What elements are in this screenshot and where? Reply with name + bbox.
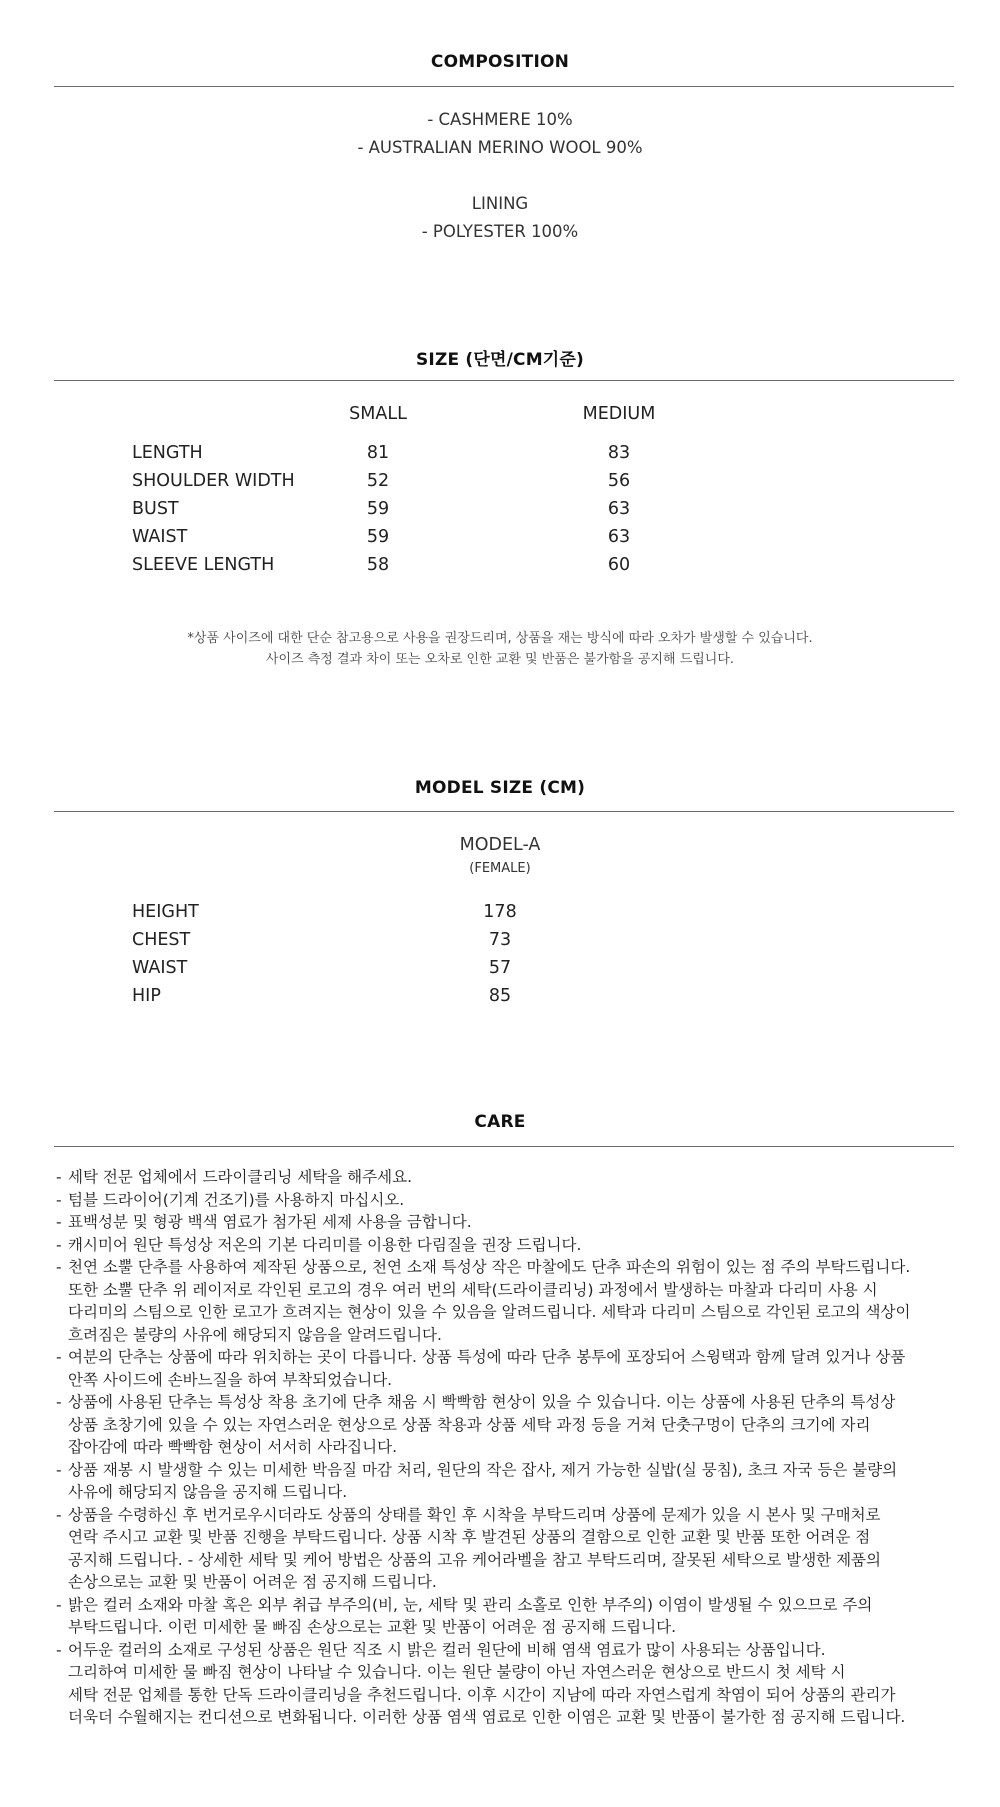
care-item <box>56 1459 956 1504</box>
lining-line: - POLYESTER 100% <box>421 222 579 241</box>
care-item-line: 또한 소뿔 단추 위 레이저로 각인된 로고의 경우 여러 번의 세탁(드라이클리닝) 과정에서 발생하는 마찰과 다리미 사용 시 <box>68 1280 878 1299</box>
care-item-line: 연락 주시고 교환 및 반품 진행을 부탁드립니다. 상품 시착 후 발견된 상품의 결함으로 인한 교환 및 반품 또한 어려운 점 <box>68 1528 871 1546</box>
care-item-line: 흐려짐은 불량의 사유에 해당되지 않음을 알려드립니다. <box>68 1325 442 1344</box>
care-item-line: - 밝은 컬러 소재와 마찰 혹은 외부 취급 부주의(비, 눈, 세탁 및 관리 소홀로 인한 부주의) 이염이 발생될 수 있으므로 주의 <box>68 1595 873 1614</box>
size-column-header: SMALL <box>349 404 407 424</box>
care-title: CARE <box>474 1112 526 1132</box>
care-item <box>56 1639 956 1729</box>
size-divider <box>54 380 954 381</box>
size-value: 60 <box>607 555 631 575</box>
care-item <box>56 1594 956 1639</box>
size-value: 59 <box>366 527 390 547</box>
care-item-line: 더욱더 수월해지는 컨디션으로 변화됩니다. 이러한 상품 염색 염료로 인한 이염은 교환 및 반품이 불가한 점 공지해 드립니다. <box>68 1708 906 1726</box>
care-item-line: - 상품 재봉 시 발생할 수 있는 미세한 박음질 마감 처리, 원단의 작은 잡사, 제거 가능한 실밥(실 뭉침), 초크 자국 등은 불량의 <box>68 1460 898 1479</box>
care-item-line: - 세탁 전문 업체에서 드라이클리닝 세탁을 해주세요. <box>68 1168 412 1186</box>
model-row-label: HEIGHT <box>132 902 199 922</box>
size-value: 59 <box>366 499 390 519</box>
care-item-line: 공지해 드립니다. - 상세한 세탁 및 케어 방법은 상품의 고유 케어라벨을 참고 부탁드리며, 잘못된 세탁으로 발생한 제품의 <box>68 1550 881 1569</box>
care-item-line: - 표백성분 및 형광 백색 염료가 첨가된 세제 사용을 금합니다. <box>68 1213 472 1231</box>
care-item <box>56 1166 956 1189</box>
size-row-label: WAIST <box>132 527 188 547</box>
size-row-label: SLEEVE LENGTH <box>132 555 275 575</box>
model-value: 178 <box>483 902 517 922</box>
model-value: 73 <box>488 930 512 950</box>
size-row-label: SHOULDER WIDTH <box>132 471 295 491</box>
size-value: 63 <box>607 499 631 519</box>
size-value: 83 <box>607 443 631 463</box>
size-column-header: MEDIUM <box>582 404 656 424</box>
care-item-line: 부탁드립니다. 이런 미세한 물 빠짐 손상으로는 교환 및 반품이 어려운 점 공지해 드립니다. <box>68 1618 677 1636</box>
size-row-label: BUST <box>132 499 179 519</box>
care-item-line: - 여분의 단추는 상품에 따라 위치하는 곳이 다릅니다. 상품 특성에 따라 단추 봉투에 포장되어 스윙택과 함께 달려 있거나 상품 <box>68 1348 906 1366</box>
care-item-line: 다리미의 스팀으로 인한 로고가 흐려지는 현상이 있을 수 있음을 알려드립니다. 세탁과 다리미 스팀으로 각인된 로고의 색상이 <box>68 1303 911 1321</box>
care-divider <box>54 1146 954 1147</box>
care-item-line: 세탁 전문 업체를 통한 단독 드라이클리닝을 추천드립니다. 이후 시간이 지남에 따라 자연스럽게 착염이 되어 상품의 관리가 <box>68 1685 896 1704</box>
composition-title: COMPOSITION <box>430 52 570 72</box>
size-note: 사이즈 측정 결과 차이 또는 오차로 인한 교환 및 반품은 불가함을 공지해 드립니다. <box>265 652 735 667</box>
care-item-line: 그리하여 미세한 물 빠짐 현상이 나타날 수 있습니다. 이는 원단 불량이 아닌 자연스러운 현상으로 반드시 첫 세탁 시 <box>68 1663 846 1681</box>
care-item-line: - 상품을 수령하신 후 번거로우시더라도 상품의 상태를 확인 후 시착을 부탁드리며 상품에 문제가 있을 시 본사 및 구매처로 <box>68 1505 881 1524</box>
care-item-line: 사유에 해당되지 않음을 공지해 드립니다. <box>68 1483 348 1501</box>
care-item-line: - 상품에 사용된 단추는 특성상 착용 초기에 단추 채움 시 빡빡함 현상이 있을 수 있습니다. 이는 상품에 사용된 단추의 특성상 <box>68 1393 896 1411</box>
model-value: 57 <box>488 958 512 978</box>
size-value: 81 <box>366 443 390 463</box>
composition-divider <box>54 86 954 87</box>
care-item-line: 상품 초창기에 있을 수 있는 자연스러운 현상으로 상품 착용과 상품 세탁 과정 등을 거쳐 단춧구멍이 단추의 크기에 자리 <box>68 1415 871 1434</box>
care-item-line: - 어두운 컬러의 소재로 구성된 상품은 원단 직조 시 밝은 컬러 원단에 비해 염색 염료가 많이 사용되는 상품입니다. <box>68 1640 826 1659</box>
care-item-line: - 캐시미어 원단 특성상 저온의 기본 다리미를 이용한 다림질을 권장 드립니다. <box>68 1235 582 1254</box>
size-title: SIZE (단면/CM기준) <box>415 350 585 370</box>
care-list <box>56 1166 956 1729</box>
care-item <box>56 1391 956 1459</box>
care-item-line: 잡아감에 따라 빡빡함 현상이 서서히 사라집니다. <box>68 1438 398 1456</box>
model-row-label: CHEST <box>132 930 191 950</box>
model-name: MODEL-A <box>459 835 541 855</box>
care-item-line: 안쪽 사이드에 손바느질을 하여 부착되었습니다. <box>68 1370 393 1389</box>
care-item-line: - 텀블 드라이어(기계 건조기)를 사용하지 마십시오. <box>68 1190 405 1209</box>
size-value: 56 <box>607 471 631 491</box>
care-item <box>56 1256 956 1346</box>
size-value: 63 <box>607 527 631 547</box>
composition-line: - AUSTRALIAN MERINO WOOL 90% <box>357 138 643 157</box>
care-item <box>56 1211 956 1234</box>
care-item-line: - 천연 소뿔 단추를 사용하여 제작된 상품으로, 천연 소재 특성상 작은 마찰에도 단추 파손의 위험이 있는 점 주의 부탁드립니다. <box>68 1258 911 1276</box>
size-row-label: LENGTH <box>132 443 203 463</box>
model-row-label: HIP <box>132 986 161 1006</box>
model-value: 85 <box>488 986 512 1006</box>
care-item-line: 손상으로는 교환 및 반품이 어려운 점 공지해 드립니다. <box>68 1573 437 1591</box>
model-row-label: WAIST <box>132 958 188 978</box>
composition-line: - CASHMERE 10% <box>427 110 573 129</box>
care-item <box>56 1189 956 1212</box>
model-size-divider <box>54 811 954 812</box>
care-item <box>56 1234 956 1257</box>
lining-label: LINING <box>471 194 529 213</box>
size-value: 58 <box>366 555 390 575</box>
care-item <box>56 1346 956 1391</box>
care-item <box>56 1504 956 1594</box>
size-note: *상품 사이즈에 대한 단순 참고용으로 사용을 권장드리며, 상품을 재는 방식에 따라 오차가 발생할 수 있습니다. <box>187 631 813 646</box>
size-value: 52 <box>366 471 390 491</box>
model-gender: (FEMALE) <box>469 861 531 876</box>
model-size-title: MODEL SIZE (CM) <box>414 778 586 798</box>
